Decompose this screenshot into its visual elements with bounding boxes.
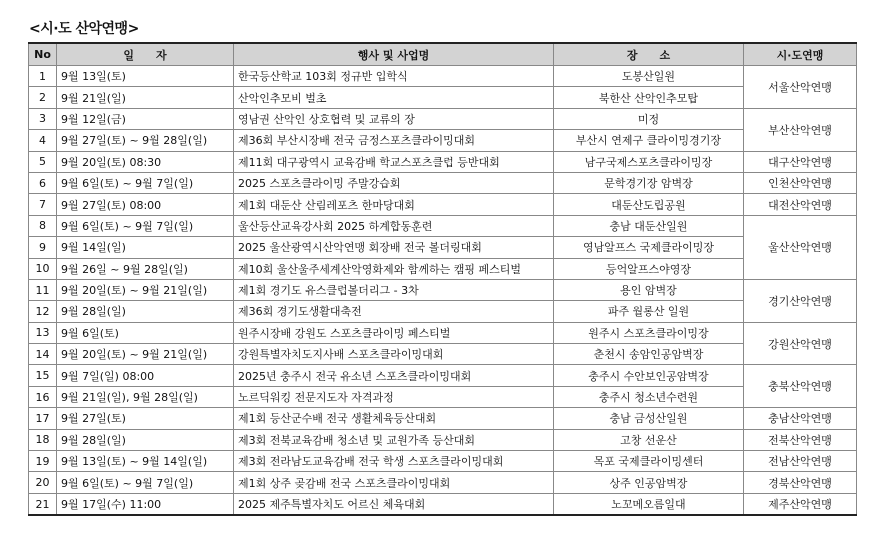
row-number-cell: 4: [29, 130, 57, 151]
table-row: [29, 365, 857, 386]
date-cell: 9월 7일(일) 08:00: [57, 365, 234, 386]
federation-cell: 인천산악연맹: [744, 172, 857, 193]
table-row: [29, 237, 857, 258]
place-cell: 파주 월롱산 일원: [554, 301, 744, 322]
federation-cell: 전북산악연맹: [744, 429, 857, 450]
row-number-cell: 17: [29, 408, 57, 429]
table-row: [29, 279, 857, 300]
date-cell: 9월 17일(수) 11:00: [57, 493, 234, 515]
federation-cell: 제주산악연맹: [744, 493, 857, 515]
row-number-cell: 2: [29, 87, 57, 108]
row-number-cell: 11: [29, 279, 57, 300]
date-cell: 9월 27일(토): [57, 408, 234, 429]
table-row: [29, 66, 857, 87]
place-cell: 춘천시 송암인공암벽장: [554, 344, 744, 365]
federation-cell: 서울산악연맹: [744, 66, 857, 109]
date-cell: 9월 21일(일), 9월 28일(일): [57, 386, 234, 407]
event-name-cell: 2025년 충주시 전국 유소년 스포츠클라이밍대회: [234, 365, 554, 386]
date-cell: 9월 28일(일): [57, 301, 234, 322]
date-cell: 9월 21일(일): [57, 87, 234, 108]
date-cell: 9월 6일(토) ~ 9월 7일(일): [57, 172, 234, 193]
place-cell: 고창 선운산: [554, 429, 744, 450]
header-date: 일 자: [57, 43, 234, 66]
event-name-cell: 제36회 경기도생활대축전: [234, 301, 554, 322]
federation-cell: 대구산악연맹: [744, 151, 857, 172]
event-name-cell: 2025 제주특별자치도 어르신 체육대회: [234, 493, 554, 515]
table-row: [29, 408, 857, 429]
event-name-cell: 2025 울산광역시산악연맹 회장배 전국 볼더링대회: [234, 237, 554, 258]
table-row: [29, 451, 857, 472]
federation-cell: 충남산악연맹: [744, 408, 857, 429]
place-cell: 등억알프스야영장: [554, 258, 744, 279]
place-cell: 부산시 연제구 클라이밍경기장: [554, 130, 744, 151]
date-cell: 9월 12일(금): [57, 108, 234, 129]
row-number-cell: 18: [29, 429, 57, 450]
place-cell: 용인 암벽장: [554, 279, 744, 300]
table-row: [29, 322, 857, 343]
event-name-cell: 제1회 경기도 유스클럽볼더리그 - 3차: [234, 279, 554, 300]
place-cell: 충주시 수안보인공암벽장: [554, 365, 744, 386]
row-number-cell: 21: [29, 493, 57, 515]
place-cell: 원주시 스포츠클라이밍장: [554, 322, 744, 343]
place-cell: 충남 금성산일원: [554, 408, 744, 429]
federation-cell: 전남산악연맹: [744, 451, 857, 472]
row-number-cell: 16: [29, 386, 57, 407]
table-row: [29, 344, 857, 365]
event-name-cell: 영남권 산악인 상호협력 및 교류의 장: [234, 108, 554, 129]
table-row: [29, 172, 857, 193]
event-name-cell: 제1회 대둔산 산림레포츠 한마당대회: [234, 194, 554, 215]
event-name-cell: 노르딕워킹 전문지도자 자격과정: [234, 386, 554, 407]
event-name-cell: 2025 스포츠클라이밍 주말강습회: [234, 172, 554, 193]
date-cell: 9월 6일(토) ~ 9월 7일(일): [57, 472, 234, 493]
place-cell: 대둔산도립공원: [554, 194, 744, 215]
event-name-cell: 산악인추모비 벌초: [234, 87, 554, 108]
date-cell: 9월 20일(토) 08:30: [57, 151, 234, 172]
row-number-cell: 9: [29, 237, 57, 258]
header-no: No: [29, 43, 57, 66]
date-cell: 9월 13일(토) ~ 9월 14일(일): [57, 451, 234, 472]
date-cell: 9월 6일(토): [57, 322, 234, 343]
date-cell: 9월 27일(토) ~ 9월 28일(일): [57, 130, 234, 151]
date-cell: 9월 27일(토) 08:00: [57, 194, 234, 215]
table-row: [29, 151, 857, 172]
date-cell: 9월 28일(일): [57, 429, 234, 450]
header-place: 장 소: [554, 43, 744, 66]
event-name-cell: 제10회 울산울주세계산악영화제와 함께하는 캠핑 페스티벌: [234, 258, 554, 279]
place-cell: 목포 국제클라이밍센터: [554, 451, 744, 472]
event-name-cell: 제3회 전라남도교육감배 전국 학생 스포츠클라이밍대회: [234, 451, 554, 472]
date-cell: 9월 20일(토) ~ 9월 21일(일): [57, 279, 234, 300]
row-number-cell: 1: [29, 66, 57, 87]
date-cell: 9월 14일(일): [57, 237, 234, 258]
row-number-cell: 3: [29, 108, 57, 129]
federation-cell: 울산산악연맹: [744, 215, 857, 279]
table-row: [29, 493, 857, 515]
header-federation: 시·도연맹: [744, 43, 857, 66]
event-name-cell: 제1회 상주 곶감배 전국 스포츠클라이밍대회: [234, 472, 554, 493]
row-number-cell: 14: [29, 344, 57, 365]
event-name-cell: 강원특별자치도지사배 스포츠클라이밍대회: [234, 344, 554, 365]
event-name-cell: 제11회 대구광역시 교육감배 학교스포츠클럽 등반대회: [234, 151, 554, 172]
row-number-cell: 7: [29, 194, 57, 215]
event-name-cell: 제1회 등산군수배 전국 생활체육등산대회: [234, 408, 554, 429]
table-row: [29, 108, 857, 129]
federation-cell: 경기산악연맹: [744, 279, 857, 322]
federation-cell: 부산산악연맹: [744, 108, 857, 151]
table-row: [29, 429, 857, 450]
table-row: [29, 472, 857, 493]
row-number-cell: 20: [29, 472, 57, 493]
place-cell: 충주시 청소년수련원: [554, 386, 744, 407]
table-row: [29, 258, 857, 279]
place-cell: 문학경기장 암벽장: [554, 172, 744, 193]
date-cell: 9월 26일 ~ 9월 28일(일): [57, 258, 234, 279]
place-cell: 영남알프스 국제클라이밍장: [554, 237, 744, 258]
event-name-cell: 한국등산학교 103회 정규반 입학식: [234, 66, 554, 87]
row-number-cell: 10: [29, 258, 57, 279]
row-number-cell: 15: [29, 365, 57, 386]
row-number-cell: 8: [29, 215, 57, 236]
federation-cell: 강원산악연맹: [744, 322, 857, 365]
place-cell: 미정: [554, 108, 744, 129]
federation-cell: 경북산악연맹: [744, 472, 857, 493]
date-cell: 9월 20일(토) ~ 9월 21일(일): [57, 344, 234, 365]
row-number-cell: 6: [29, 172, 57, 193]
event-name-cell: 울산등산교육강사회 2025 하계합동훈련: [234, 215, 554, 236]
table-row: [29, 87, 857, 108]
event-name-cell: 제36회 부산시장배 전국 금정스포츠클라이밍대회: [234, 130, 554, 151]
place-cell: 충남 대둔산일원: [554, 215, 744, 236]
date-cell: 9월 6일(토) ~ 9월 7일(일): [57, 215, 234, 236]
row-number-cell: 5: [29, 151, 57, 172]
place-cell: 북한산 산악인추모탑: [554, 87, 744, 108]
event-name-cell: 제3회 전북교육감배 청소년 및 교원가족 등산대회: [234, 429, 554, 450]
table-row: [29, 215, 857, 236]
place-cell: 도봉산일원: [554, 66, 744, 87]
federation-cell: 충북산악연맹: [744, 365, 857, 408]
table-row: [29, 194, 857, 215]
row-number-cell: 13: [29, 322, 57, 343]
event-name-cell: 원주시장배 강원도 스포츠클라이밍 페스티벌: [234, 322, 554, 343]
place-cell: 남구국제스포츠클라이밍장: [554, 151, 744, 172]
table-body: [29, 66, 857, 516]
row-number-cell: 12: [29, 301, 57, 322]
table-row: [29, 386, 857, 407]
table-header-row: [29, 43, 857, 66]
place-cell: 상주 인공암벽장: [554, 472, 744, 493]
row-number-cell: 19: [29, 451, 57, 472]
place-cell: 노꼬메오름일대: [554, 493, 744, 515]
date-cell: 9월 13일(토): [57, 66, 234, 87]
event-schedule-table: [28, 42, 857, 516]
section-title: <시·도 산악연맹>: [29, 21, 139, 37]
table-row: [29, 301, 857, 322]
table-row: [29, 130, 857, 151]
header-event: 행사 및 사업명: [234, 43, 554, 66]
federation-cell: 대전산악연맹: [744, 194, 857, 215]
